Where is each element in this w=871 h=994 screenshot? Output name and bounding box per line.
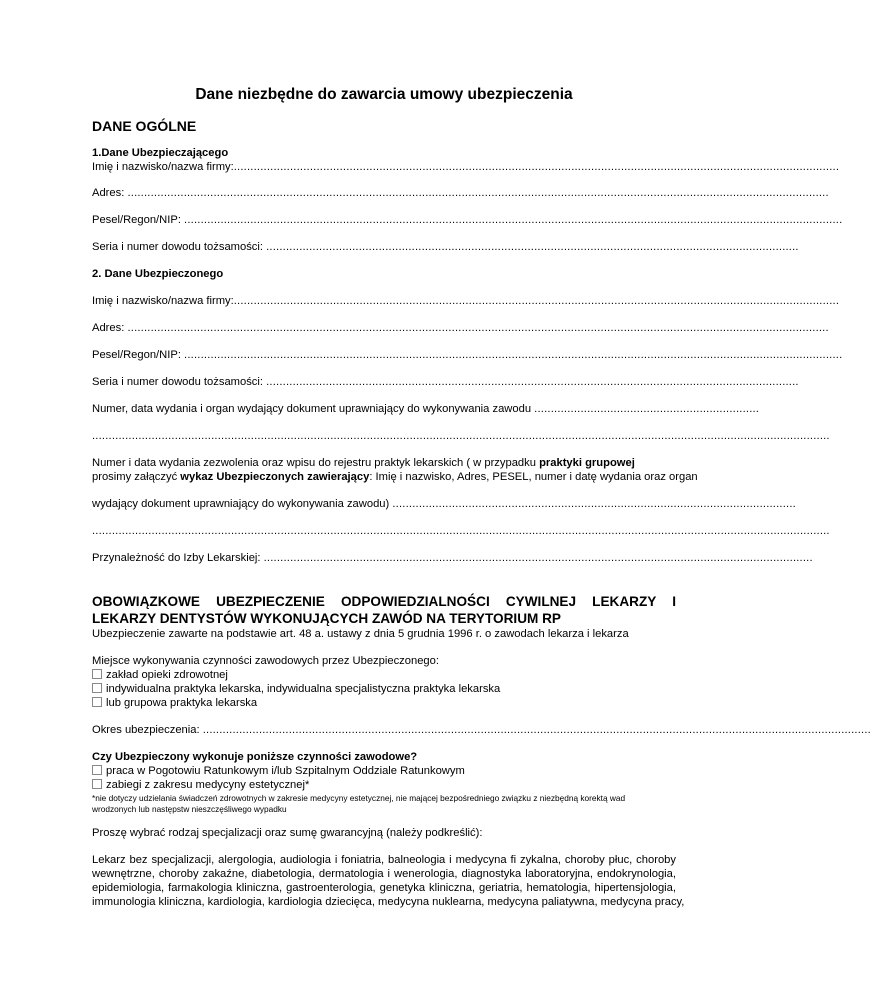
footnote-line-1: *nie dotyczy udzielania świadczeń zdrowotnych w zakresie medycyny estetycznej, nie mającej bezpośredniego związku z niezbędną korektą wad: [92, 793, 626, 803]
insured-address-label: Adres:: [92, 322, 128, 334]
activity-option-1-label: praca w Pogotowiu Ratunkowym i/lub Szpitalnym Oddziale Ratunkowym: [106, 765, 465, 777]
insured-doc-field[interactable]: [92, 375, 799, 389]
permit-text-1: Numer i data wydania zezwolenia oraz wpisu do rejestru praktyk lekarskich ( w przypadku: [92, 457, 540, 469]
permit-bold-2: wykaz Ubezpieczonych zawierający: [180, 471, 370, 483]
checkbox[interactable]: [92, 697, 102, 707]
insurer-address-label: Adres:: [92, 187, 128, 199]
blank-line[interactable]: [92, 524, 830, 538]
permit-bold-1: praktyki grupowej: [539, 457, 635, 469]
fill-dots: .......................................................................................................................................................................................................: [184, 349, 843, 361]
fill-dots: .................................................................................................................................................................: [266, 241, 799, 253]
place-option-2[interactable]: [92, 682, 676, 696]
permit-text-line-1: [92, 456, 676, 470]
fill-dots: ....................................................................................................................................................................................................................: [127, 187, 829, 199]
checkbox[interactable]: [92, 683, 102, 693]
fill-dots: ......................................................................................................................................................................: [263, 552, 813, 564]
activities-question: Czy Ubezpieczony wykonuje poniższe czynności zawodowe?: [92, 751, 418, 763]
place-option-3-label: lub grupowa praktyka lekarska: [106, 697, 258, 709]
fill-dots: ...............................................................................................................................................................................................................................: [92, 525, 830, 537]
insured-name-field[interactable]: [92, 294, 840, 308]
activity-option-2[interactable]: [92, 778, 676, 792]
chamber-label: Przynależność do Izby Lekarskiej:: [92, 552, 264, 564]
activity-option-1[interactable]: [92, 764, 676, 778]
choose-instruction: Proszę wybrać rodzaj specjalizacji oraz sumę gwarancyjną (należy podkreślić):: [92, 827, 483, 839]
fill-dots: ....................................................................................................................................................................................................................: [127, 322, 829, 334]
insured-license-field[interactable]: [92, 402, 760, 416]
place-option-2-label: indywidualna praktyka lekarska, indywidualna specjalistyczna praktyka lekarska: [106, 683, 501, 695]
place-option-3[interactable]: [92, 696, 676, 710]
mandatory-insurance-heading: OBOWIĄZKOWE UBEZPIECZENIE ODPOWIEDZIALNOŚCI CYWILNEJ LEKARZY I LEKARZY DENTYSTÓW WYKONUJĄCYCH ZAWÓD NA TERYTORIUM RP: [92, 594, 676, 626]
permit-text-line-2: [92, 470, 698, 484]
fill-dots: .......................................................................................................................................................................................: [233, 295, 840, 307]
insurance-basis: Ubezpieczenie zawarte na podstawie art. 48 a. ustawy z dnia 5 grudnia 1996 r. o zawodach lekarza i lekarza: [92, 628, 629, 640]
checkbox[interactable]: [92, 779, 102, 789]
permit-label: wydający dokument uprawniający do wykonywania zawodu): [92, 498, 393, 510]
permit-text-2: prosimy załączyć: [92, 471, 181, 483]
period-label: Okres ubezpieczenia:: [92, 724, 203, 736]
place-option-1[interactable]: [92, 668, 676, 682]
checkbox[interactable]: [92, 669, 102, 679]
fill-dots: ....................................................................: [534, 403, 760, 415]
insurer-heading: 1.Dane Ubezpieczającego: [92, 147, 229, 159]
insured-heading: 2. Dane Ubezpieczonego: [92, 268, 224, 280]
document-title: Dane niezbędne do zawarcia umowy ubezpieczenia: [195, 86, 573, 103]
permit-text-3: : Imię i nazwisko, Adres, PESEL, numer i datę wydania oraz organ: [369, 471, 698, 483]
insurer-doc-field[interactable]: [92, 240, 799, 254]
insured-license-label: Numer, data wydania i organ wydający dokument uprawniający do wykonywania zawodu: [92, 403, 535, 415]
insured-name-label: Imię i nazwisko/nazwa firmy:: [92, 295, 234, 307]
specializations-line-3: epidemiologia, farmakologia kliniczna, gastroenterologia, genetyka kliniczna, geriatria, hematologia, hipertensjologia,: [92, 882, 676, 894]
checkbox[interactable]: [92, 765, 102, 775]
insurer-name-label: Imię i nazwisko/nazwa firmy:: [92, 161, 234, 173]
fill-dots: ..........................................................................................................................................................................................................: [202, 724, 871, 736]
fill-dots: ...............................................................................................................................................................................................................................: [92, 430, 830, 442]
chamber-field[interactable]: [92, 551, 813, 565]
place-option-1-label: zakład opieki zdrowotnej: [106, 669, 228, 681]
specializations-line-2: wewnętrzne, choroby zakaźne, diabetologia, dermatologia i wenerologia, diagnostyka laboratoryjna, endokrynologia,: [92, 868, 676, 880]
insured-id-field[interactable]: [92, 348, 843, 362]
insurer-address-field[interactable]: [92, 186, 829, 200]
activity-option-2-label: zabiegi z zakresu medycyny estetycznej*: [106, 779, 310, 791]
section-general-heading: DANE OGÓLNE: [92, 118, 197, 134]
insurer-id-label: Pesel/Regon/NIP:: [92, 214, 185, 226]
place-label: Miejsce wykonywania czynności zawodowych przez Ubezpieczonego:: [92, 655, 439, 667]
permit-field[interactable]: [92, 497, 796, 511]
specializations-line-4: immunologia kliniczna, kardiologia, kardiologia dziecięca, medycyna nuklearna, medycyna paliatywna, medycyna pracy,: [92, 896, 685, 908]
period-field[interactable]: [92, 723, 871, 737]
fill-dots: ..........................................................................................................................: [392, 498, 796, 510]
fill-dots: .......................................................................................................................................................................................: [233, 161, 840, 173]
insurer-name-field[interactable]: [92, 160, 840, 174]
insured-doc-label: Seria i numer dowodu tożsamości:: [92, 376, 267, 388]
specializations-line-1: Lekarz bez specjalizacji, alergologia, audiologia i foniatria, balneologia i medycyna fi zykalna, choroby płuc, choroby: [92, 854, 676, 866]
insurer-id-field[interactable]: [92, 213, 843, 227]
fill-dots: .......................................................................................................................................................................................................: [184, 214, 843, 226]
blank-line[interactable]: [92, 429, 830, 443]
insurer-doc-label: Seria i numer dowodu tożsamości:: [92, 241, 267, 253]
insured-id-label: Pesel/Regon/NIP:: [92, 349, 185, 361]
footnote-line-2: wrodzonych lub następstw nieszczęśliwego wypadku: [92, 804, 287, 814]
fill-dots: .................................................................................................................................................................: [266, 376, 799, 388]
insured-address-field[interactable]: [92, 321, 829, 335]
